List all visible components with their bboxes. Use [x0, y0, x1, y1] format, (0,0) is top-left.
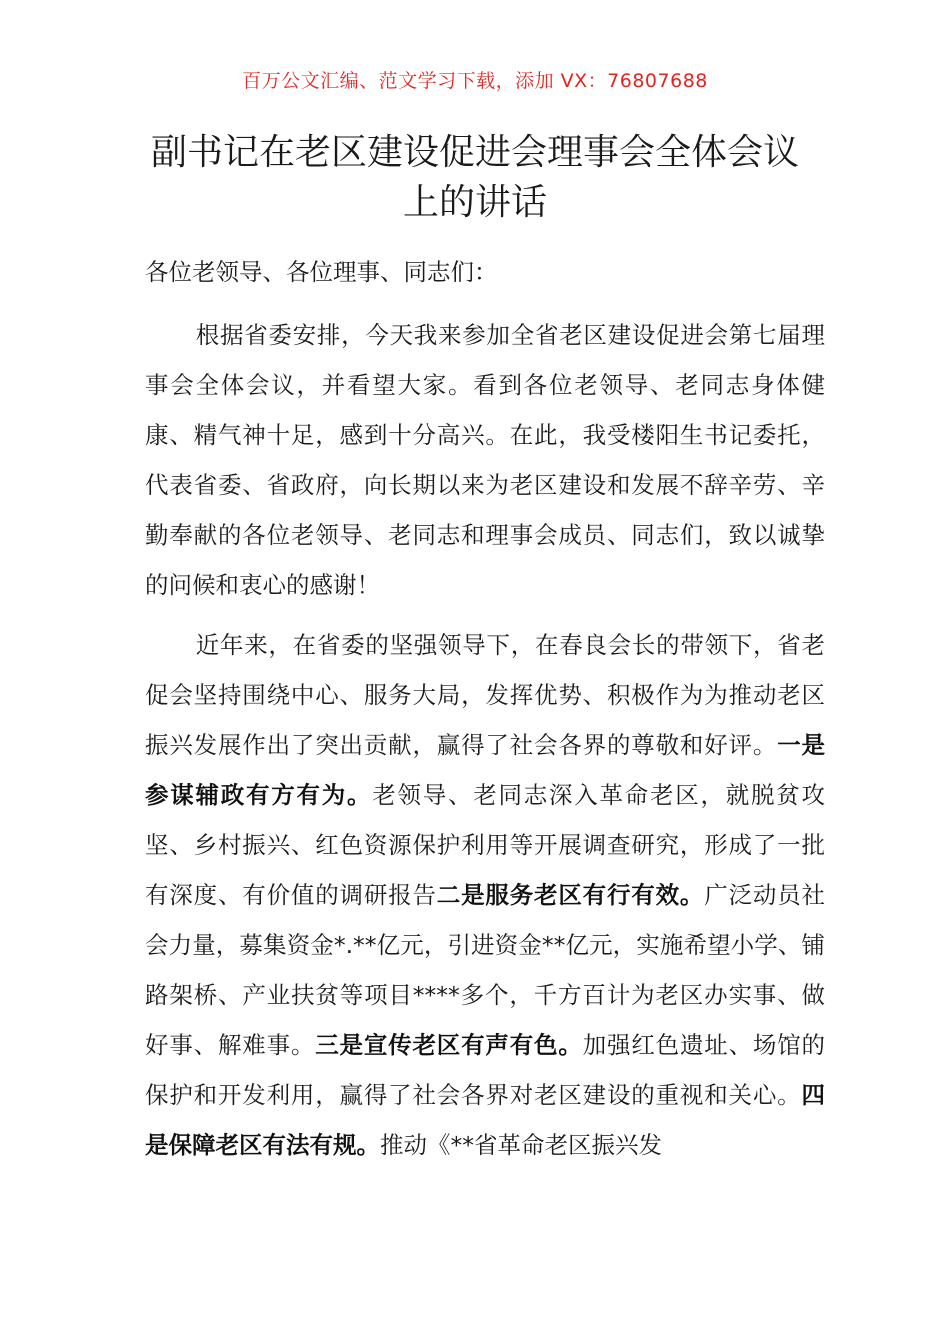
point-4-heading: 四是保障老区有法有规。	[145, 1081, 825, 1159]
paragraph-1	[145, 310, 825, 610]
paragraph-2-intro: 近年来，在省委的坚强领导下，在春良会长的带领下，省老促会坚持围绕中心、服务大局，发挥优势、积极作为为推动老区振兴发展作出了突出贡献，赢得了社会各界的尊敬和好评。	[145, 631, 825, 759]
point-1-heading: 一是参谋辅政有方有为。	[145, 731, 826, 809]
point-2-heading: 二是服务老区有行有效。	[436, 881, 705, 909]
promo-header: 百万公文汇编、范文学习下载，添加 VX：76807688	[242, 70, 708, 92]
point-4-text: 推动《**省革命老区振兴发	[380, 1131, 662, 1159]
title-line-1: 副书记在老区建设促进会理事会全体会议	[150, 132, 799, 173]
paragraph-1-text: 根据省委安排，今天我来参加全省老区建设促进会第七届理事会全体会议，并看望大家。看到各位老领导、老同志身体健康、精气神十足，感到十分高兴。在此，我受楼阳生书记委托，代表省委、省政府，向长期以来为老区建设和发展不辞辛劳、辛勤奉献的各位老领导、老同志和理事会成员、同志们，致以诚挚的问候和衷心的感谢！	[145, 321, 825, 599]
salutation: 各位老领导、各位理事、同志们：	[145, 258, 498, 286]
point-3-text: 加强红色遗址、场馆的保护和开发利用，赢得了社会各界对老区建设的重视和关心。	[145, 1031, 826, 1109]
point-2-text: 广泛动员社会力量，募集资金*.**亿元，引进资金**亿元，实施希望小学、铺路架桥、产业扶贫等项目****多个，千方百计为老区办实事、做好事、解难事。	[145, 881, 826, 1059]
document-title	[120, 128, 830, 228]
paragraph-2	[145, 620, 825, 1170]
point-3-heading: 三是宣传老区有声有色。	[315, 1031, 583, 1059]
point-1-text: 老领导、老同志深入革命老区，就脱贫攻坚、乡村振兴、红色资源保护利用等开展调查研究，形成了一批有深度、有价值的调研报告	[145, 781, 825, 909]
title-line-2: 上的讲话	[402, 182, 547, 223]
